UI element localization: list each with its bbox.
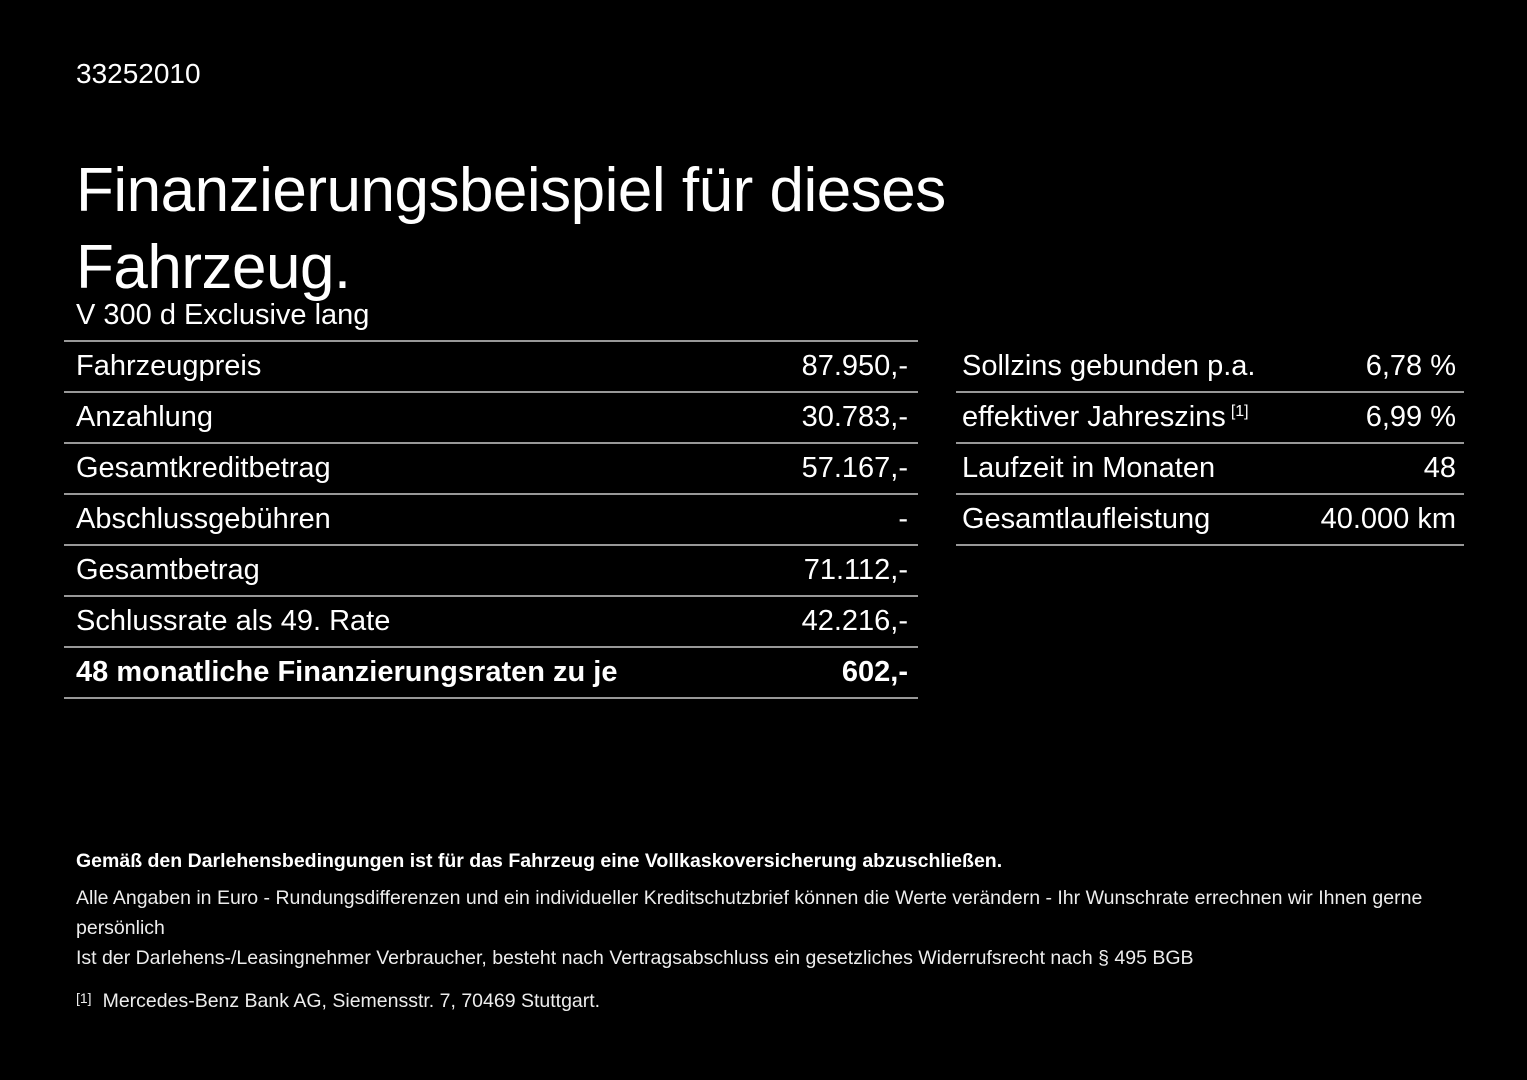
row-label: Gesamtkreditbetrag <box>76 452 331 484</box>
row-label: Gesamtlaufleistung <box>962 503 1211 535</box>
page-title <box>76 152 946 306</box>
row-value: - <box>898 503 908 535</box>
table-row-down-payment <box>64 393 918 444</box>
vehicle-model-label: V 300 d Exclusive lang <box>76 299 370 331</box>
row-label: Laufzeit in Monaten <box>962 452 1216 484</box>
row-value: 40.000 km <box>1320 503 1456 535</box>
table-row-term-months <box>956 444 1464 495</box>
row-label: 48 monatliche Finanzierungsraten zu je <box>76 656 618 688</box>
bank-footnote <box>76 986 1466 1017</box>
table-row-total-mileage <box>956 495 1464 546</box>
row-label: effektiver Jahreszins [1] <box>962 401 1249 433</box>
row-label: Schlussrate als 49. Rate <box>76 605 391 637</box>
footnote-text: Mercedes-Benz Bank AG, Siemensstr. 7, 70469 Stuttgart. <box>102 990 601 1012</box>
finance-table <box>64 291 918 699</box>
table-row-vehicle-price <box>64 342 918 393</box>
row-label: Anzahlung <box>76 401 214 433</box>
row-label: Sollzins gebunden p.a. <box>962 350 1256 382</box>
insurance-note: Gemäß den Darlehensbedingungen ist für das Fahrzeug eine Vollkaskoversicherung abzuschließen. <box>76 850 1003 872</box>
table-row-total-credit <box>64 444 918 495</box>
footnote-marker: [1] <box>76 990 92 1006</box>
table-row-monthly-rate <box>64 648 918 699</box>
table-row-total-amount <box>64 546 918 597</box>
table-row-final-rate <box>64 597 918 648</box>
row-label: Abschlussgebühren <box>76 503 331 535</box>
row-label: Fahrzeugpreis <box>76 350 262 382</box>
conditions-table <box>956 342 1464 546</box>
document-number: 33252010 <box>76 58 201 89</box>
row-value: 48 <box>1423 452 1456 484</box>
vehicle-model-row <box>64 291 918 342</box>
disclaimer-line-1: Alle Angaben in Euro - Rundungsdifferenzen und ein individueller Kreditschutzbrief können die Werte verändern - Ihr Wunschrate errechnen wir Ihnen gerne persönlich <box>76 887 1423 939</box>
row-value: 602,- <box>841 656 908 688</box>
row-value: 30.783,- <box>801 401 908 433</box>
page-title-line-2: Fahrzeug. <box>76 232 351 302</box>
table-row-effective-interest <box>956 393 1464 444</box>
row-label: Gesamtbetrag <box>76 554 260 586</box>
row-value: 6,99 % <box>1365 401 1456 433</box>
disclaimer-line-2: Ist der Darlehens-/Leasingnehmer Verbraucher, besteht nach Vertragsabschluss ein gesetzliches Widerrufsrecht nach § 495 BGB <box>76 947 1194 969</box>
row-value: 71.112,- <box>803 554 908 586</box>
row-value: 87.950,- <box>801 350 908 382</box>
row-value: 57.167,- <box>801 452 908 484</box>
row-value: 42.216,- <box>801 605 908 637</box>
table-row-closing-fees <box>64 495 918 546</box>
row-value: 6,78 % <box>1365 350 1456 382</box>
page-title-line-1: Finanzierungsbeispiel für dieses <box>76 155 946 225</box>
legal-footer <box>76 846 1466 1017</box>
footnote-reference-marker: [1] <box>1230 403 1249 420</box>
table-row-nominal-interest <box>956 342 1464 393</box>
